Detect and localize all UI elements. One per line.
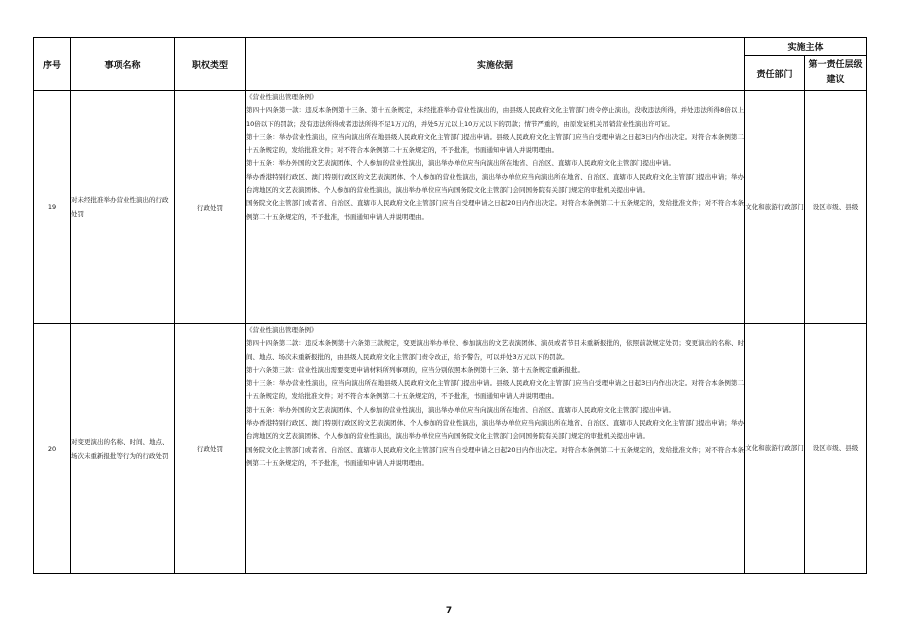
basis-paragraph: 第十五条：举办外国的文艺表演团体、个人参加的营业性演出，演出举办单位应当向演出所在地省、自治区、直辖市人民政府文化主管部门提出申请。 (246, 159, 675, 168)
basis-paragraph: 国务院文化主管部门或者省、自治区、直辖市人民政府文化主管部门应当自受理申请之日起20日内作出决定。对符合本条例第二十五条规定的，发给批准文件；对不符合本条例第二十五条规定的，不予批准，书面通知申请人并说明理由。 (246, 445, 744, 467)
page-number: 7 (445, 606, 453, 616)
header-type: 职权类型 (175, 38, 246, 91)
basis-paragraph: 第四十四条第一款：违反本条例第十三条、第十五条规定，未经批准举办营业性演出的，由县级人民政府文化主管部门责令停止演出，没收违法所得，并处违法所得8倍以上10倍以下的罚款；没有违法所得或者违法所得不足1万元的，并处5万元以上10万元以下的罚款；情节严重的，由原发证机关吊销营业性演出许可证。 (246, 106, 744, 128)
row-level: 设区市级、县级 (805, 91, 867, 324)
row-type: 行政处罚 (175, 324, 246, 574)
row-no: 19 (34, 91, 71, 324)
basis-paragraph: 国务院文化主管部门或者省、自治区、直辖市人民政府文化主管部门应当自受理申请之日起20日内作出决定。对符合本条例第二十五条规定的，发给批准文件；对不符合本条例第二十五条规定的，不予批准，书面通知申请人并说明理由。 (246, 199, 744, 221)
table-row (34, 324, 867, 574)
basis-paragraph: 第四十四条第二款：违反本条例第十六条第三款规定，变更演出举办单位、参加演出的文艺表演团体、演员或者节目未重新报批的，依照前款规定处罚；变更演出的名称、时间、地点、场次未重新报批的，由县级人民政府文化主管部门责令改正，给予警告，可以并处3万元以下的罚款。 (246, 339, 744, 361)
header-basis: 实施依据 (246, 38, 745, 91)
row-dept: 文化和旅游行政部门 (745, 91, 805, 324)
row-item-name: 对变更演出的名称、时间、地点、场次未重新报批等行为的行政处罚 (71, 324, 175, 574)
row-item-name: 对未经批准举办营业性演出的行政处罚 (71, 91, 175, 324)
row-basis (246, 324, 745, 574)
header-no: 序号 (34, 38, 71, 91)
row-no: 20 (34, 324, 71, 574)
header-subject: 实施主体 (745, 38, 867, 56)
authority-table (33, 37, 867, 574)
basis-paragraph: 第十五条：举办外国的文艺表演团体、个人参加的营业性演出，演出举办单位应当向演出所在地省、自治区、直辖市人民政府文化主管部门提出申请。 (246, 405, 675, 414)
row-level: 设区市级、县级 (805, 324, 867, 574)
basis-paragraph: 举办香港特别行政区、澳门特别行政区的文艺表演团体、个人参加的营业性演出，演出举办单位应当向演出所在地省、自治区、直辖市人民政府文化主管部门提出申请；举办台湾地区的文艺表演团体、个人参加的营业性演出，演出举办单位应当向国务院文化主管部门会同国务院有关部门规定的审批机关提出申请。 (246, 172, 744, 195)
header-name: 事项名称 (71, 38, 175, 91)
header-level: 第一责任层级建议 (805, 56, 867, 91)
basis-paragraph: 第十三条：举办营业性演出，应当向演出所在地县级人民政府文化主管部门提出申请。县级人民政府文化主管部门应当自受理申请之日起3日内作出决定。对符合本条例第二十五条规定的，发给批准文件；对不符合本条例第二十五条规定的，不予批准，书面通知申请人并说明理由。 (246, 379, 744, 401)
row-basis (246, 91, 745, 324)
row-dept: 文化和旅游行政部门 (745, 324, 805, 574)
basis-paragraph: 《营业性演出管理条例》 (246, 93, 318, 101)
row-type: 行政处罚 (175, 91, 246, 324)
basis-paragraph: 第十三条：举办营业性演出，应当向演出所在地县级人民政府文化主管部门提出申请。县级人民政府文化主管部门应当自受理申请之日起3日内作出决定。对符合本条例第二十五条规定的，发给批准文件；对不符合本条例第二十五条规定的，不予批准，书面通知申请人并说明理由。 (246, 132, 744, 155)
header-dept: 责任部门 (745, 56, 805, 91)
basis-paragraph: 《营业性演出管理条例》 (246, 326, 318, 334)
basis-paragraph: 举办香港特别行政区、澳门特别行政区的文艺表演团体、个人参加的营业性演出，演出举办单位应当向演出所在地省、自治区、直辖市人民政府文化主管部门提出申请；举办台湾地区的文艺表演团体、个人参加的营业性演出，演出举办单位应当向国务院文化主管部门会同国务院有关部门规定的审批机关提出申请。 (246, 419, 744, 441)
table-row (34, 91, 867, 324)
basis-paragraph: 第十六条第三款：营业性演出需要变更申请材料所列事项的，应当分别依照本条例第十三条、第十五条规定重新报批。 (246, 365, 584, 374)
